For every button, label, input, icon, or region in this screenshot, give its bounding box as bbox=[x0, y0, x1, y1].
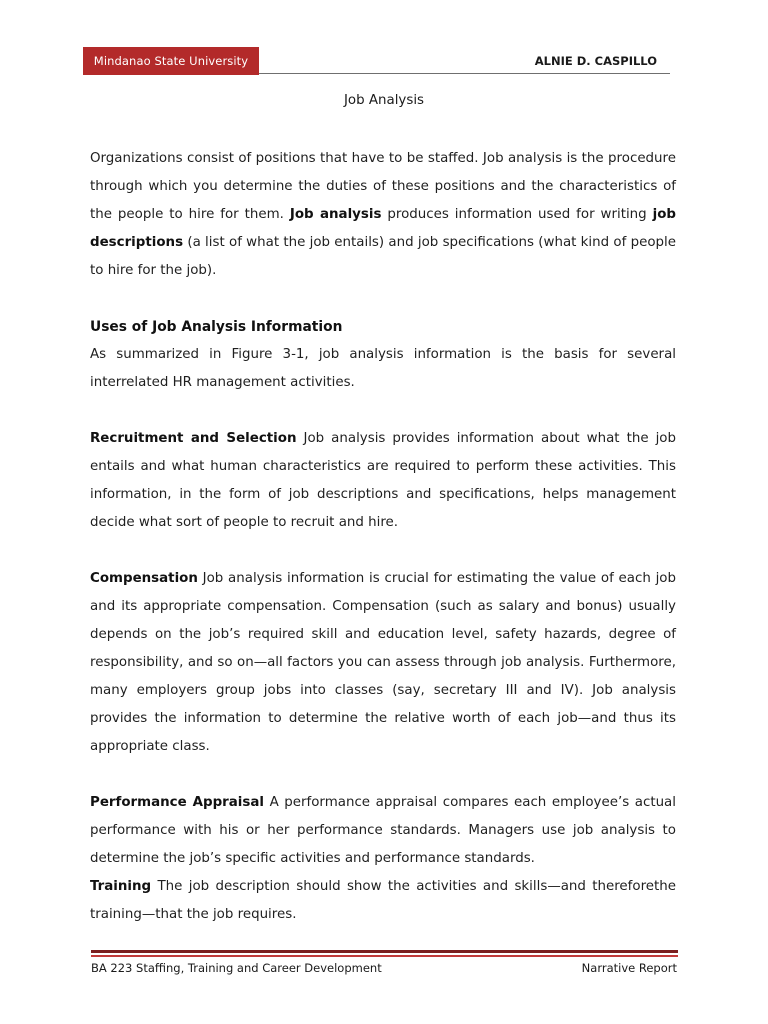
intro-text-3: (a list of what the job entails) and job specifications (what kind of people to hire for the job). bbox=[90, 235, 676, 278]
spacer bbox=[90, 537, 676, 565]
training-text: The job description should show the activities and skills—and thereforethe training—that the job requires. bbox=[90, 879, 676, 922]
intro-bold-job-analysis: Job analysis bbox=[289, 207, 382, 222]
footer-rule-dark bbox=[91, 950, 678, 953]
uses-heading: Uses of Job Analysis Information bbox=[90, 319, 343, 335]
spacer bbox=[90, 285, 676, 313]
spacer bbox=[90, 397, 676, 425]
footer-report-label: Narrative Report bbox=[581, 961, 677, 975]
appraisal-paragraph bbox=[90, 789, 676, 873]
page-header bbox=[83, 47, 670, 75]
intro-text-1: Organizations consist of positions that have to be staffed. Job analysis is the procedure through which you determine the duties of these positions and the characteristics of the people to hire for them. bbox=[90, 151, 676, 222]
compensation-text: Job analysis information is crucial for estimating the value of each job and its appropriate compensation. Compensation (such as salary and bonus) usually depends on the job’s required skill and education level, safety hazards, degree of responsibility, and so on—all factors you can assess through job analysis. Furthermore, many employers group jobs into classes (say, secretary III and IV). Job analysis provides the information to determine the relative worth of each job—and thus its appropriate class. bbox=[90, 571, 676, 754]
recruitment-text: Job analysis provides information about what the job entails and what human characteristics are required to perform these activities. This information, in the form of job descriptions and specifications, helps management decide what sort of people to recruit and hire. bbox=[90, 431, 676, 530]
page-title: Job Analysis bbox=[343, 93, 425, 108]
intro-text-2: produces information used for writing bbox=[381, 207, 653, 222]
appraisal-heading: Performance Appraisal bbox=[90, 795, 264, 810]
training-heading: Training bbox=[90, 879, 152, 894]
appraisal-text: A performance appraisal compares each employee’s actual performance with his or her performance standards. Managers use job analysis to determine the job’s specific activities and performance standards. bbox=[90, 795, 676, 866]
intro-bold-job-descriptions: job descriptions bbox=[90, 207, 676, 250]
footer-rule-light bbox=[91, 955, 678, 957]
footer-course: BA 223 Staffing, Training and Career Development bbox=[91, 961, 382, 975]
uses-paragraph: As summarized in Figure 3-1, job analysis information is the basis for several interrelated HR management activities. bbox=[90, 347, 676, 390]
author-name: ALNIE D. CASPILLO bbox=[534, 54, 657, 68]
document-body bbox=[90, 145, 676, 929]
training-paragraph bbox=[90, 873, 676, 929]
header-rule bbox=[259, 73, 670, 74]
recruitment-heading: Recruitment and Selection bbox=[90, 431, 297, 446]
intro-paragraph bbox=[90, 145, 676, 285]
compensation-heading: Compensation bbox=[90, 571, 198, 586]
compensation-paragraph bbox=[90, 565, 676, 761]
recruitment-paragraph bbox=[90, 425, 676, 537]
spacer bbox=[90, 761, 676, 789]
university-badge: Mindanao State University bbox=[83, 47, 259, 75]
